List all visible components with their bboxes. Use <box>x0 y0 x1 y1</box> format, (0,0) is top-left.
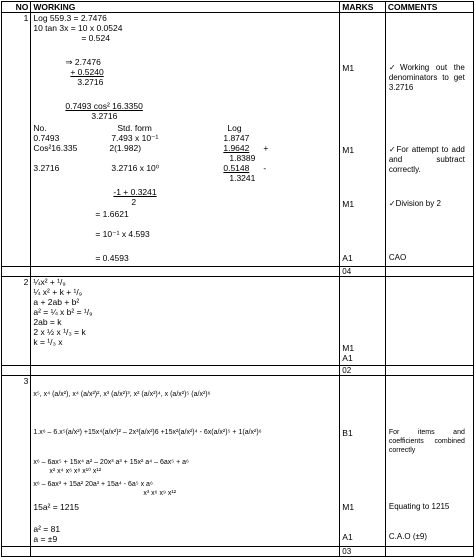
q3-mark: A1 <box>342 532 353 542</box>
header-marks: MARKS <box>340 2 386 13</box>
q1-line: 2(1.982) <box>109 143 142 153</box>
q2-mark: A1 <box>342 353 353 363</box>
q2-row <box>2 277 474 366</box>
q1-line: Log <box>227 123 242 133</box>
q3-number: 3 <box>2 376 31 547</box>
q1-line: = 10⁻¹ x 4.593 <box>95 229 150 239</box>
header-working: WORKING <box>31 2 340 13</box>
q2-line: 2 x ½ x ¹/₃ = k <box>33 327 86 337</box>
q2-line: k = ¹/₃ x <box>33 337 63 347</box>
q2-marks <box>340 277 386 366</box>
q2-line: a² = ¼ x b² = ¹/₉ <box>33 307 93 317</box>
q1-line: 1.3241 <box>229 173 256 183</box>
q3-comment: For items and coefficients combined correctly <box>388 429 465 454</box>
q3-comments <box>385 376 473 547</box>
q1-line: Cos²16.335 <box>33 143 78 153</box>
q2-total-row <box>2 366 474 376</box>
q1-line: = 0.524 <box>81 33 110 43</box>
q1-mark: M1 <box>342 63 355 73</box>
q1-line: 0.7493 cos² 16.3350 <box>65 101 143 111</box>
q3-line: a² = 81 <box>33 524 61 534</box>
q3-line: a = ±9 <box>33 534 58 544</box>
q1-comment: ✓For attempt to add and subtract correctly. <box>388 145 465 174</box>
q1-line: 10 tan 3x = 10 x 0.0524 <box>33 23 123 33</box>
q1-line: = 1.6621 <box>95 209 129 219</box>
q2-number: 2 <box>2 277 31 366</box>
q1-line: 1.8389 <box>229 153 256 163</box>
q1-line: 3.2716 <box>91 111 118 121</box>
q1-line: 7.493 x 10⁻¹ <box>111 133 159 143</box>
q2-total: 02 <box>340 366 386 376</box>
q3-line: 15a² = 1215 <box>33 502 79 512</box>
q1-line: No. <box>33 123 47 133</box>
q1-line: = 0.4593 <box>95 253 129 263</box>
q1-line: Std. form <box>117 123 152 133</box>
q1-line: 1.9642 <box>223 143 250 153</box>
header-comments: COMMENTS <box>385 2 473 13</box>
q1-line: Log 559.3 = 2.7476 <box>33 13 107 23</box>
q1-working <box>31 13 340 267</box>
q3-row <box>2 376 474 547</box>
q2-line: ¼x² + ¹/₉ <box>33 277 66 287</box>
q1-line: 0.7493 <box>33 133 60 143</box>
q3-line: x⁵, x⁴ (a/x²), x⁴ (a/x²)², x³ (a/x²)³, x² (a/x²)⁴, x (a/x²)⁵ (a/x²)⁶ <box>33 391 211 398</box>
q1-number: 1 <box>2 13 31 267</box>
q2-line: ¼ x² + k + ¹/₉ <box>33 287 83 297</box>
q1-line: 3.2716 <box>77 77 104 87</box>
q3-total-row <box>2 547 474 557</box>
q1-line: + 0.5240 <box>70 67 104 77</box>
q3-comment: C.A.O (±9) <box>388 532 428 541</box>
q1-comments <box>385 13 473 267</box>
q1-line: ⇒ 2.7476 <box>65 57 101 67</box>
q1-line: 1.8747 <box>223 133 250 143</box>
q1-total: 04 <box>340 267 386 277</box>
q1-mark: A1 <box>342 253 353 263</box>
q1-total-row <box>2 267 474 277</box>
q1-marks <box>340 13 386 267</box>
q1-line: 2 <box>131 197 137 207</box>
q3-comment: Equating to 1215 <box>388 502 450 511</box>
q1-line: 3.2716 x 10⁰ <box>111 163 160 173</box>
q1-mark: M1 <box>342 199 355 209</box>
q1-line: - <box>263 163 267 173</box>
q3-total: 03 <box>340 547 386 557</box>
q3-line: x² x⁴ x⁶ x⁸ x¹⁰ x¹² <box>49 468 102 475</box>
marking-scheme-table <box>1 1 474 557</box>
q2-line: 2ab = k <box>33 317 62 327</box>
header-row <box>2 2 474 13</box>
q1-row <box>2 13 474 267</box>
q3-mark: M1 <box>342 502 355 512</box>
q1-line: 0.5148 <box>223 163 250 173</box>
q3-mark: B1 <box>342 428 353 438</box>
q3-working <box>31 376 340 547</box>
q1-line: 3.2716 <box>33 163 60 173</box>
q3-marks <box>340 376 386 547</box>
q1-mark: M1 <box>342 145 355 155</box>
q2-working <box>31 277 340 366</box>
q2-line: a + 2ab + b² <box>33 297 80 307</box>
q3-line: x³ x⁶ x⁹ x¹² <box>143 490 177 497</box>
q1-comment: ✓Division by 2 <box>388 199 441 208</box>
q3-line: x⁶ – 6ax³ + 15a² 20a³ + 15a⁴ - 6a⁵ x a⁶ <box>33 481 153 488</box>
q3-line: 1.x⁶ – 6.x⁵(a/x²) +15x⁴(a/x²)² – 2x³(a/x²)6 +15x²(a/x²)⁴ - 6x(a/x²)⁵ + 1(a/x²)⁶ <box>33 429 262 436</box>
q1-comment: CAO <box>388 253 407 262</box>
header-no: NO <box>2 2 31 13</box>
q1-line: -1 + 0.3241 <box>113 187 157 197</box>
q1-line: + <box>263 143 269 153</box>
q1-comment: ✓Working out the denominators to get 3.2716 <box>388 63 465 92</box>
q3-line: x⁶ – 6ax⁵ + 15x⁴ a² – 20x³ a³ + 15x² a⁴ – 6ax⁵ + a⁶ <box>33 459 189 466</box>
q2-mark: M1 <box>342 343 355 353</box>
